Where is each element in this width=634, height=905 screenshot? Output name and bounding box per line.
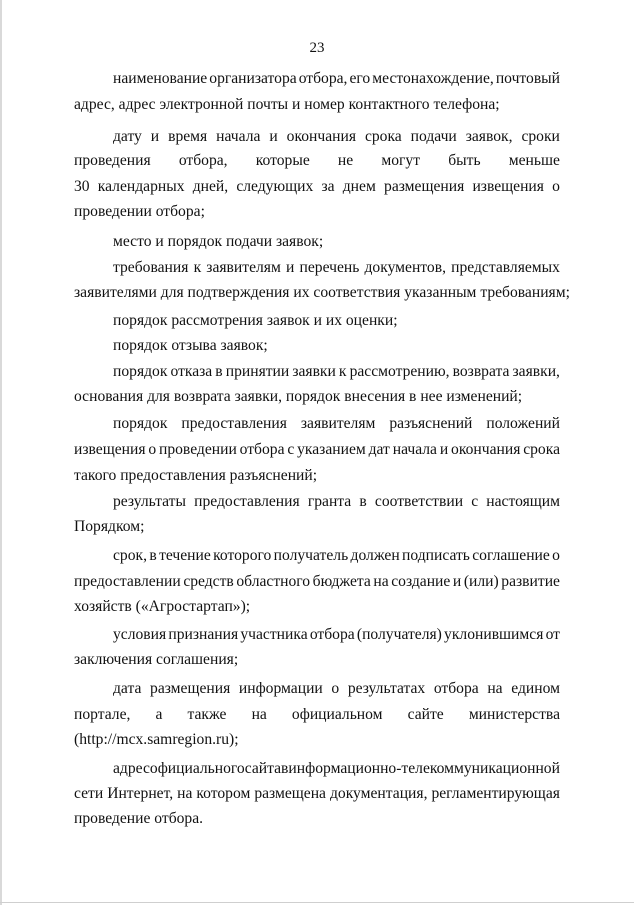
- scan-edge: [0, 902, 634, 903]
- text-line: порядок предоставления заявителям разъяснений положений: [113, 415, 560, 432]
- text-line: условия признания участника отбора (получателя) уклонившимся от: [113, 626, 560, 643]
- text-line: место и порядок подачи заявок;: [113, 233, 324, 250]
- text-line: портале, а также на официальном сайте министерства: [74, 706, 560, 723]
- text-line: такого предоставления разъяснений;: [74, 467, 318, 484]
- text-line: (http://mcx.samregion.ru);: [74, 731, 239, 748]
- text-line: предоставлении средств областного бюджета на создание и (или) развитие: [74, 573, 560, 590]
- scan-edge: [0, 0, 2, 905]
- text-line: проведении отбора;: [74, 203, 205, 220]
- text-line: проведения отбора, которые не могут быть меньше: [74, 152, 560, 169]
- text-line: требования к заявителям и перечень документов, представляемых: [113, 259, 560, 276]
- text-line: проведение отбора.: [74, 810, 204, 827]
- text-line: порядок рассмотрения заявок и их оценки;: [113, 312, 398, 329]
- text-line: извещения о проведении отбора с указанием дат начала и окончания срока: [74, 441, 560, 458]
- text-line: дата размещения информации о результатах отбора на едином: [113, 680, 560, 697]
- text-line: хозяйств («Агростартап»);: [74, 598, 251, 615]
- text-line: Порядком;: [74, 518, 145, 535]
- text-line: сети Интернет, на котором размещена документация, регламентирующая: [74, 785, 560, 802]
- page-number: 23: [309, 40, 325, 56]
- text-line: 30 календарных дней, следующих за днем размещения извещения о: [74, 178, 560, 195]
- text-line: заявителями для подтверждения их соответствия указанным требованиям;: [74, 284, 570, 301]
- text-line: основания для возврата заявки, порядок внесения в нее изменений;: [74, 388, 523, 405]
- text-line: результаты предоставления гранта в соответствии с настоящим: [113, 493, 560, 510]
- text-line: дату и время начала и окончания срока подачи заявок, сроки: [113, 128, 560, 145]
- text-line: порядок отказа в принятии заявки к рассмотрению, возврата заявки,: [113, 363, 560, 380]
- text-line: адрес официального сайта в информационно-телекоммуникационной: [113, 760, 560, 777]
- text-line: порядок отзыва заявок;: [113, 337, 268, 354]
- text-line: адрес, адрес электронной почты и номер контактного телефона;: [74, 96, 500, 113]
- text-line: срок, в течение которого получатель должен подписать соглашение о: [113, 547, 560, 564]
- text-line: наименование организатора отбора, его местонахождение, почтовый: [113, 70, 560, 87]
- text-line: заключения соглашения;: [74, 651, 239, 668]
